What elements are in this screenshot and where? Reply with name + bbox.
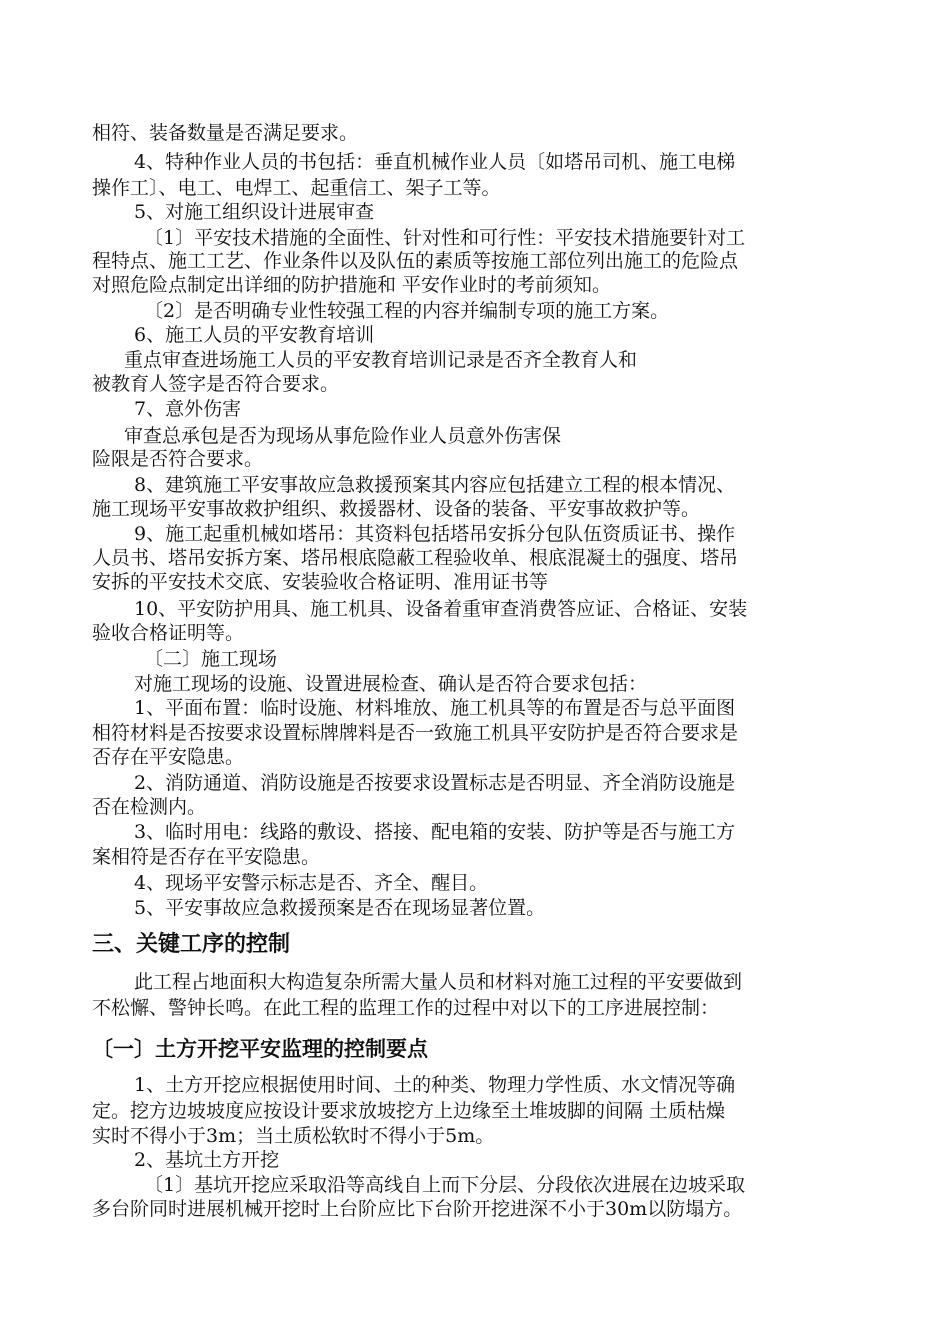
text-line: 被教育人签字是否符合要求。 bbox=[92, 373, 340, 395]
text-line: 否在检测内。 bbox=[92, 796, 207, 818]
text-line: 实时不得小于3m；当土质松软时不得小于5m。 bbox=[92, 1125, 495, 1147]
text-line: 定。挖方边坡坡度应按设计要求放坡挖方上边缘至土堆坡脚的间隔 土质枯燥 bbox=[92, 1100, 726, 1122]
section-heading: 三、关键工序的控制 bbox=[92, 932, 291, 957]
text-line: 1、土方开挖应根据使用时间、土的种类、物理力学性质、水文情况等确 bbox=[134, 1074, 736, 1096]
text-line: 7、意外伤害 bbox=[134, 398, 242, 420]
text-line: 多台阶同时进展机械开挖时上台阶应比下台阶开挖进深不小于30m以防塌方。 bbox=[92, 1198, 743, 1220]
text-line: 险限是否符合要求。 bbox=[92, 448, 264, 470]
text-line: 2、基坑土方开挖 bbox=[134, 1149, 280, 1171]
text-line: 2、消防通道、消防设施是否按要求设置标志是否明显、齐全消防设施是 bbox=[134, 772, 736, 794]
text-line: 程特点、施工工艺、作业条件以及队伍的素质等按施工部位列出施工的危险点 bbox=[92, 250, 739, 272]
text-line: 〔二〕施工现场 bbox=[144, 648, 278, 670]
text-line: 案相符是否存在平安隐患。 bbox=[92, 846, 321, 868]
text-line: 5、平安事故应急救援预案是否在现场显著位置。 bbox=[134, 897, 546, 919]
text-line: 验收合格证明等。 bbox=[92, 622, 245, 644]
text-line: 〔2〕是否明确专业性较强工程的内容并编制专项的施工方案。 bbox=[144, 300, 670, 322]
text-line: 否存在平安隐患。 bbox=[92, 746, 245, 768]
text-line: 3、临时用电：线路的敷设、搭接、配电箱的安装、防护等是否与施工方 bbox=[134, 821, 736, 843]
text-line: 〔1〕基坑开挖应采取沿等高线自上而下分层、分段依次进展在边坡采取 bbox=[144, 1174, 746, 1196]
text-line: 审查总承包是否为现场从事危险作业人员意外伤害保 bbox=[124, 425, 562, 447]
text-line: 4、特种作业人员的书包括：垂直机械作业人员〔如塔吊司机、施工电梯 bbox=[134, 151, 736, 173]
text-line: 相符、装备数量是否满足要求。 bbox=[92, 122, 359, 144]
text-line: 10、平安防护用具、施工机具、设备着重审查消费答应证、合格证、安装 bbox=[134, 598, 748, 620]
text-line: 操作工〕、电工、电焊工、起重信工、架子工等。 bbox=[92, 177, 501, 199]
text-line: 1、平面布置：临时设施、材料堆放、施工机具等的布置是否与总平面图 bbox=[134, 697, 736, 719]
text-line: 8、建筑施工平安事故应急救援预案其内容应包括建立工程的根本情况、 bbox=[134, 474, 736, 496]
text-line: 对施工现场的设施、设置进展检查、确认是否符合要求包括： bbox=[134, 673, 648, 695]
text-line: 此工程占地面积大构造复杂所需大量人员和材料对施工过程的平安要做到 bbox=[134, 971, 743, 993]
text-line: 6、施工人员的平安教育培训 bbox=[134, 324, 375, 346]
text-line: 4、现场平安警示标志是否、齐全、醒目。 bbox=[134, 872, 489, 894]
text-line: 重点审查进场施工人员的平安教育培训记录是否齐全教育人和 bbox=[124, 349, 638, 371]
text-line: 9、施工起重机械如塔吊：其资料包括塔吊安拆分包队伍资质证书、操作 bbox=[134, 523, 736, 545]
text-line: 5、对施工组织设计进展审查 bbox=[134, 201, 375, 223]
text-line: 安拆的平安技术交底、安装验收合格证明、准用证书等 bbox=[92, 571, 549, 593]
text-line: 不松懈、警钟长鸣。在此工程的监理工作的过程中对以下的工序进展控制： bbox=[92, 997, 720, 1019]
text-line: 人员书、塔吊安拆方案、塔吊根底隐蔽工程验收单、根底混凝土的强度、塔吊 bbox=[92, 547, 739, 569]
text-line: 〔1〕平安技术措施的全面性、针对性和可行性：平安技术措施要针对工 bbox=[144, 227, 746, 249]
text-line: 施工现场平安事故救护组织、救援器材、设备的装备、平安事故救护等。 bbox=[92, 498, 701, 520]
text-line: 对照危险点制定出详细的防护措施和 平安作业时的考前须知。 bbox=[92, 274, 612, 296]
subsection-heading: 〔一〕土方开挖平安监理的控制要点 bbox=[92, 1037, 428, 1061]
text-line: 相符材料是否按要求设置标牌牌料是否一致施工机具平安防护是否符合要求是 bbox=[92, 722, 739, 744]
